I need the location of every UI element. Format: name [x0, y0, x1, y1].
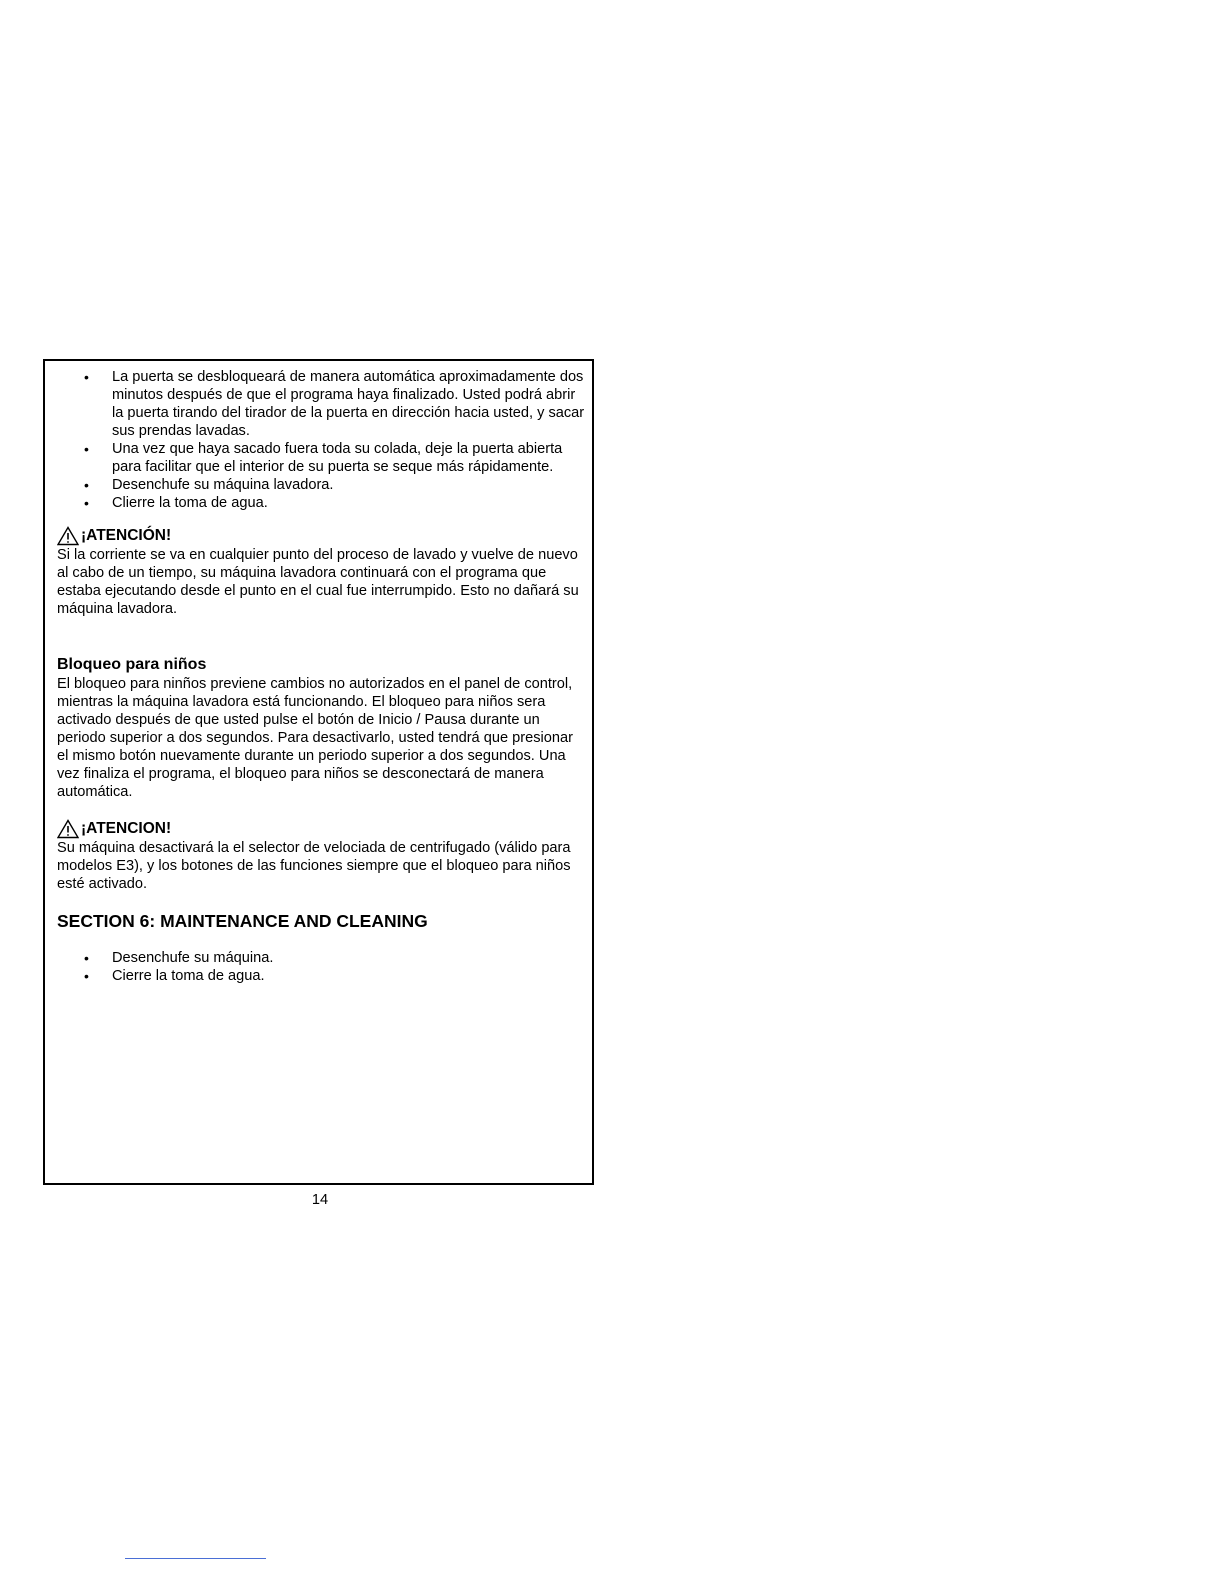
- warning-triangle-icon: [57, 526, 79, 546]
- page-frame: [43, 359, 594, 1185]
- footnote-separator-line: [125, 1558, 266, 1559]
- section-6-bullet-list: [57, 949, 587, 985]
- list-item-text: Desenchufe su máquina.: [112, 950, 274, 966]
- child-lock-text: El bloqueo para ninños previene cambios no autorizados en el panel de control, mientras la máquina lavadora está funcionando. El bloqueo para niños sera activado después de que usted pulse el botón de Inicio / Pausa durante un periodo superior a dos segundos. Para desactivarlo, usted tendrá que presionar el mismo botón nuevamente durante un periodo superior a dos segundos. Una vez finaliza el programa, el bloqueo para niños se desconectará de manera automática.: [57, 676, 573, 800]
- warning-triangle-icon: [57, 819, 79, 839]
- page-number: 14: [311, 1192, 329, 1208]
- bullet-symbol: •: [84, 495, 89, 511]
- list-item: [57, 440, 587, 476]
- list-item-text: Clierre la toma de agua.: [112, 495, 268, 511]
- warning-title: ¡ATENCION!: [81, 820, 172, 837]
- warning-heading-2: [57, 819, 587, 839]
- list-item-text: La puerta se desbloqueará de manera automática aproximadamente dos minutos después de que el programa haya finalizado. Usted podrá abrir la puerta tirando del tirador de la puerta en dirección hacia usted, y sacar sus prendas lavadas.: [112, 369, 585, 439]
- list-item-text: Una vez que haya sacado fuera toda su colada, deje la puerta abierta para facilitar que el interior de su puerta se seque más rápidamente.: [112, 441, 563, 475]
- warning-text-2: Su máquina desactivará la el selector de velociada de centrifugado (válido para modelos E3), y los botones de las funciones siempre que el bloqueo para niños esté activado.: [57, 840, 571, 892]
- section-6-heading: SECTION 6: MAINTENANCE AND CLEANING: [57, 911, 428, 931]
- bullet-symbol: •: [84, 968, 89, 984]
- child-lock-heading: Bloqueo para niños: [57, 656, 207, 673]
- list-item: [57, 949, 587, 967]
- bullet-symbol: •: [84, 369, 89, 385]
- bullet-symbol: •: [84, 441, 89, 457]
- list-item: [57, 494, 587, 512]
- list-item: [57, 476, 587, 494]
- warning-heading-1: [57, 526, 587, 546]
- bullet-symbol: •: [84, 950, 89, 966]
- bullet-symbol: •: [84, 477, 89, 493]
- page-content: [57, 368, 587, 985]
- list-item: [57, 967, 587, 985]
- list-item: [57, 368, 587, 440]
- top-bullet-list: [57, 368, 587, 512]
- list-item-text: Desenchufe su máquina lavadora.: [112, 477, 334, 493]
- warning-title: ¡ATENCIÓN!: [81, 527, 172, 544]
- list-item-text: Cierre la toma de agua.: [112, 968, 265, 984]
- warning-text-1: Si la corriente se va en cualquier punto del proceso de lavado y vuelve de nuevo al cabo de un tiempo, su máquina lavadora continuará con el programa que estaba ejecutando desde el punto en el cual fue interrumpido. Esto no dañará su máquina lavadora.: [57, 547, 579, 617]
